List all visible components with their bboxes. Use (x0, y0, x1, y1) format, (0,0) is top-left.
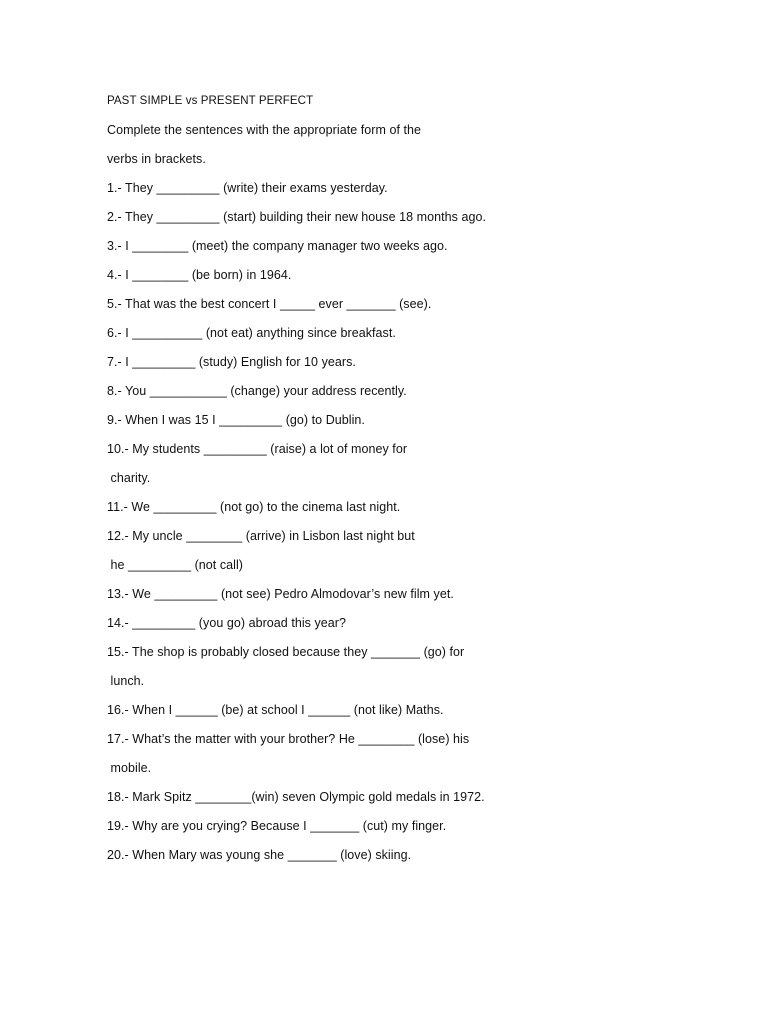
instruction-line: verbs in brackets. (107, 152, 206, 166)
exercise-line: 3.- I ________ (meet) the company manager two weeks ago. (107, 239, 448, 253)
exercise-line: 15.- The shop is probably closed because they _______ (go) for (107, 645, 465, 659)
exercise-line: 13.- We _________ (not see) Pedro Almodovar’s new film yet. (107, 587, 454, 601)
exercise-line: 4.- I ________ (be born) in 1964. (107, 268, 292, 282)
instruction-line: Complete the sentences with the appropriate form of the (107, 123, 422, 137)
exercise-line: 6.- I __________ (not eat) anything since breakfast. (107, 326, 396, 340)
exercise-line: 1.- They _________ (write) their exams yesterday. (107, 181, 388, 195)
exercise-line: 9.- When I was 15 I _________ (go) to Dublin. (107, 413, 365, 427)
exercise-line: 12.- My uncle ________ (arrive) in Lisbon last night but (107, 529, 415, 543)
worksheet-title: PAST SIMPLE vs PRESENT PERFECT (107, 95, 314, 107)
exercise-line: 5.- That was the best concert I _____ ever _______ (see). (107, 297, 432, 311)
exercise-line: 11.- We _________ (not go) to the cinema last night. (107, 500, 401, 514)
exercise-line: 17.- What’s the matter with your brother? He ________ (lose) his (107, 732, 470, 746)
exercise-line-continuation: mobile. (107, 761, 152, 775)
worksheet-content (107, 91, 707, 874)
exercise-line: 8.- You ___________ (change) your address recently. (107, 384, 407, 398)
exercise-line-continuation: lunch. (107, 674, 145, 688)
exercise-line: 10.- My students _________ (raise) a lot of money for (107, 442, 408, 456)
exercise-line: 7.- I _________ (study) English for 10 years. (107, 355, 356, 369)
exercise-line: 20.- When Mary was young she _______ (love) skiing. (107, 848, 412, 862)
exercise-line-continuation: charity. (107, 471, 151, 485)
exercise-line: 16.- When I ______ (be) at school I ______ (not like) Maths. (107, 703, 444, 717)
exercise-line: 2.- They _________ (start) building their new house 18 months ago. (107, 210, 487, 224)
exercise-line: 14.- _________ (you go) abroad this year? (107, 616, 347, 630)
exercise-line: 18.- Mark Spitz ________(win) seven Olympic gold medals in 1972. (107, 790, 485, 804)
exercise-line: 19.- Why are you crying? Because I _______ (cut) my finger. (107, 819, 447, 833)
exercise-line-continuation: he _________ (not call) (107, 558, 244, 572)
